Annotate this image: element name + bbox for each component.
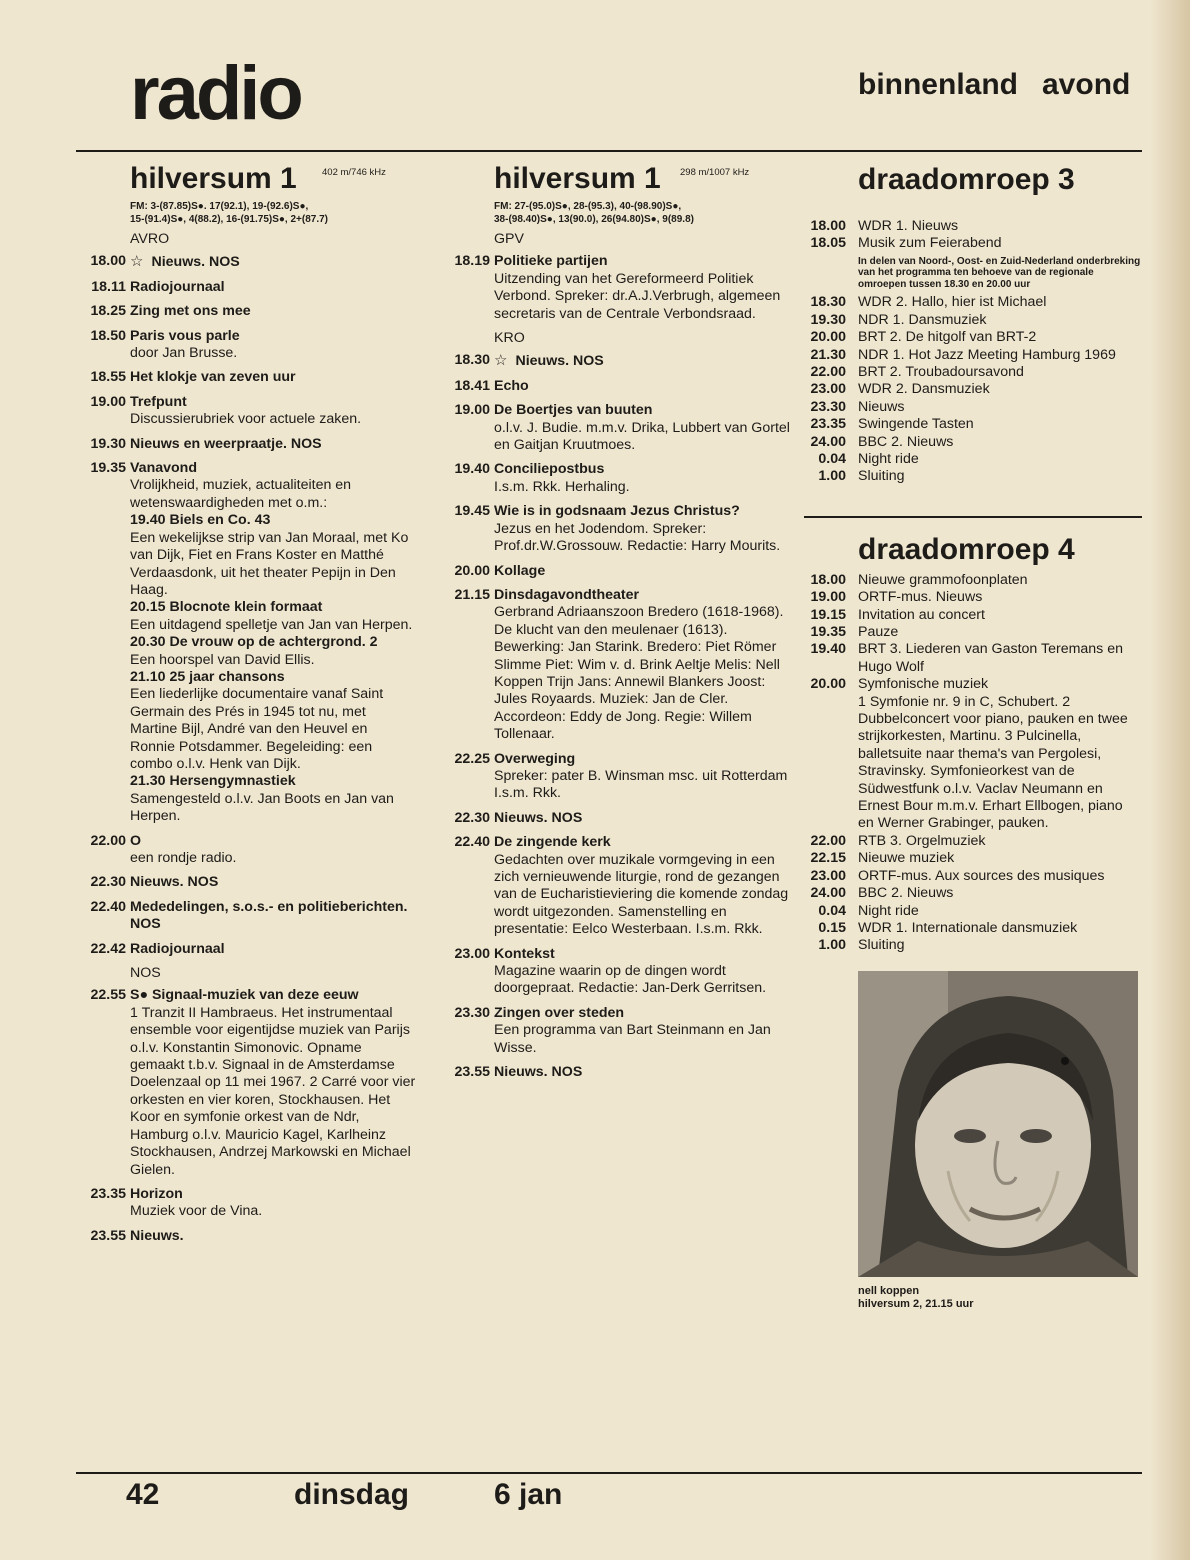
program-description: Muziek voor de Vina. xyxy=(130,1203,263,1220)
bottom-rule xyxy=(76,1472,1142,1474)
program-time: 19.40 xyxy=(810,641,846,658)
region-label: binnenland xyxy=(858,68,1018,101)
program-time: 19.00 xyxy=(454,402,490,419)
station-name: draadomroep 3 xyxy=(858,163,1075,196)
program-item xyxy=(76,253,416,271)
program-time: 22.00 xyxy=(90,832,126,849)
draadomroep-3-list xyxy=(804,218,1142,253)
program-time: 22.40 xyxy=(90,898,126,915)
program-item xyxy=(804,364,1142,381)
program-title: Paris vous parle xyxy=(130,327,240,344)
program-description: Vrolijkheid, muziek, actualiteiten en wetenswaardigheden met o.m.: xyxy=(130,477,352,511)
program-time: 23.00 xyxy=(810,381,846,398)
program-description: Gedachten over muzikale vormgeving in een zich vernieuwende liturgie, rond de gezangen van de Eucharistieviering die komende zondag wordt uitgezonden. Samenstelling en presentatie: Eelco Westerbaan. I.s.m. Rkk. xyxy=(494,851,789,938)
program-title: Night ride xyxy=(858,450,919,467)
program-time: 23.55 xyxy=(454,1064,490,1081)
program-item xyxy=(76,1186,416,1221)
program-title: Nieuws en weerpraatje. NOS xyxy=(130,435,322,452)
program-item xyxy=(76,394,416,429)
program-item xyxy=(804,850,1142,867)
footer-day: dinsdag xyxy=(294,1478,410,1511)
station-header xyxy=(130,160,416,200)
program-item xyxy=(76,460,416,826)
program-item xyxy=(440,461,790,496)
station-frequency: 402 m/746 kHz xyxy=(322,167,386,178)
program-title: BRT 3. Liederen van Gaston Teremans en Hugo Wolf xyxy=(858,641,1123,675)
program-description: Uitzending van het Gereformeerd Politiek Verbond. Spreker: dr.A.J.Verbrugh, algemeen secretaris van de Centrale Verbondsraad. xyxy=(494,270,781,322)
program-time: 18.30 xyxy=(454,352,490,369)
program-item xyxy=(76,303,416,320)
column-draadomroep xyxy=(804,160,1142,1311)
program-title: Invitation au concert xyxy=(858,606,985,623)
program-time: 0.04 xyxy=(818,450,846,467)
program-item xyxy=(440,810,790,827)
program-description: Jezus en het Jodendom. Spreker: Prof.dr.W.Grossouw. Redactie: Harry Mourits. xyxy=(494,520,781,555)
program-title: Wie is in godsnaam Jezus Christus? xyxy=(494,503,740,520)
program-title: Swingende Tasten xyxy=(858,416,974,433)
program-item xyxy=(804,885,1142,902)
program-item xyxy=(804,676,1142,693)
program-title: Trefpunt xyxy=(130,393,187,410)
program-title: Radiojournaal xyxy=(130,940,225,957)
program-time: 0.15 xyxy=(818,919,846,936)
program-item xyxy=(76,369,416,386)
program-time: 0.04 xyxy=(818,902,846,919)
program-title: BRT 2. Troubadoursavond xyxy=(858,363,1024,380)
segment-title: 19.40 Biels en Co. 43 xyxy=(130,512,271,529)
caption-name: nell koppen xyxy=(858,1284,920,1297)
program-time: 18.30 xyxy=(810,294,846,311)
program-time: 19.45 xyxy=(454,503,490,520)
program-title: Nieuws. NOS xyxy=(130,874,219,891)
program-item xyxy=(440,563,790,580)
station-frequency: 298 m/1007 kHz xyxy=(680,167,750,178)
station-header xyxy=(494,160,790,200)
time-spacer xyxy=(804,694,858,833)
program-title: De Boertjes van buuten xyxy=(494,402,653,419)
program-item xyxy=(804,607,1142,624)
program-time: 18.25 xyxy=(90,303,126,320)
program-time: 22.30 xyxy=(90,874,126,891)
program-title: BRT 2. De hitgolf van BRT-2 xyxy=(858,329,1037,346)
program-item xyxy=(804,868,1142,885)
program-item xyxy=(804,694,1142,833)
program-time: 18.50 xyxy=(90,327,126,344)
program-time: 23.35 xyxy=(810,416,846,433)
segment-description: Een uitdagend spelletje van Jan van Herpen. xyxy=(130,616,413,633)
program-title: NDR 1. Dansmuziek xyxy=(858,311,987,328)
program-time: 22.25 xyxy=(454,750,490,767)
program-item xyxy=(440,751,790,803)
program-title: Pauze xyxy=(858,624,899,640)
program-item xyxy=(804,312,1142,329)
program-title: Horizon xyxy=(130,1185,183,1202)
program-title: Het klokje van zeven uur xyxy=(130,369,296,386)
regional-note: In delen van Noord-, Oost- en Zuid-Nederland onderbreking van het programma ten behoeve van de regionale omroepen tussen 18.30 en 20.00 uur xyxy=(858,255,1141,290)
program-time: 18.05 xyxy=(810,235,846,252)
program-time: 22.42 xyxy=(90,940,126,957)
program-time: 23.55 xyxy=(90,1227,126,1244)
program-item xyxy=(804,451,1142,468)
program-item xyxy=(76,328,416,363)
program-title: Nieuws. NOS xyxy=(151,254,240,271)
program-item xyxy=(440,1005,790,1057)
program-item xyxy=(804,937,1142,954)
program-title: Kollage xyxy=(494,562,546,579)
program-item xyxy=(440,402,790,454)
program-title: ORTF-mus. Aux sources des musiques xyxy=(858,867,1105,884)
program-time: 19.15 xyxy=(810,606,846,623)
program-title: Nieuws. NOS xyxy=(494,809,583,826)
segment-description: Samengesteld o.l.v. Jan Boots en Jan van Herpen. xyxy=(130,790,394,825)
program-time: 22.15 xyxy=(810,850,846,867)
program-time: 19.30 xyxy=(810,311,846,328)
caption-detail: hilversum 2, 21.15 uur xyxy=(858,1297,974,1310)
draadomroep-4-list-continued xyxy=(804,833,1142,955)
program-title: Zing met ons mee xyxy=(130,303,251,320)
program-item xyxy=(804,294,1142,311)
program-item xyxy=(440,587,790,744)
program-time: 23.30 xyxy=(810,398,846,415)
program-description: Discussierubriek voor actuele zaken. xyxy=(130,411,362,428)
program-item xyxy=(804,235,1142,252)
program-time: 19.00 xyxy=(90,393,126,410)
segment-description: Een liederlijke documentaire vanaf Saint Germain des Prés in 1945 tot nu, met Martine Bijl, André van den Heuvel en Ronnie Potsdammer. Begeleiding: een combo o.l.v. Henk van Dijk. xyxy=(130,686,384,772)
program-title: Radiojournaal xyxy=(130,278,225,295)
program-time: 22.00 xyxy=(810,363,846,380)
fm-line: FM: 27-(95.0)S●, 28-(95.3), 40-(98.90)S●, xyxy=(494,201,682,212)
program-item xyxy=(804,833,1142,850)
program-item xyxy=(440,1064,790,1081)
program-title: BBC 2. Nieuws xyxy=(858,885,954,902)
broadcaster-label: GPV xyxy=(494,231,524,247)
program-item xyxy=(804,624,1142,641)
station-name: hilversum 1 xyxy=(494,162,661,195)
program-time: 21.30 xyxy=(810,346,846,363)
program-time: 1.00 xyxy=(818,937,846,954)
program-title: WDR 2. Hallo, hier ist Michael xyxy=(858,294,1047,311)
program-item xyxy=(440,352,790,370)
program-item xyxy=(804,468,1142,485)
program-time: 18.55 xyxy=(90,369,126,386)
top-rule xyxy=(76,150,1142,152)
program-time: 1.00 xyxy=(818,468,846,485)
program-item xyxy=(76,1228,416,1245)
program-title: Vanavond xyxy=(130,460,198,477)
program-time: 20.00 xyxy=(810,329,846,346)
program-item xyxy=(804,381,1142,398)
program-title: WDR 2. Dansmuziek xyxy=(858,381,990,398)
program-title: Overweging xyxy=(494,750,576,767)
program-item xyxy=(804,218,1142,235)
program-item xyxy=(804,903,1142,920)
program-title: Kontekst xyxy=(494,945,555,962)
program-title: WDR 1. Internationale dansmuziek xyxy=(858,919,1078,936)
station-name: draadomroep 4 xyxy=(858,532,1075,566)
program-item xyxy=(804,920,1142,937)
footer-date: 6 jan xyxy=(494,1478,563,1511)
program-description: door Jan Brusse. xyxy=(130,345,238,362)
program-time: 19.40 xyxy=(454,461,490,478)
page-title: radio xyxy=(130,51,301,136)
program-time: 19.35 xyxy=(90,460,126,477)
program-item xyxy=(440,503,790,555)
fm-line: 15-(91.4)S●, 4(88.2), 16-(91.75)S●, 2+(87.7) xyxy=(130,213,329,225)
program-description: 1 Tranzit II Hambraeus. Het instrumentaal ensemble voor eigentijdse muziek van Parijs o.l.v. Konstantin Simonovic. Opname gemaakt t.b.v. Signaal in de Amsterdamse Doelenzaal op 11 mei 1967. 2 Carré voor vier orkesten en vier koren, Stockhausen. Het Koor en symfonie orkest van de Ndr, Hamburg o.l.v. Mauricio Kagel, Karlheinz Stockhausen, Andrzej Markowski en Michael Gielen. xyxy=(130,1004,416,1178)
program-time: 20.00 xyxy=(454,562,490,579)
section-divider xyxy=(804,516,1142,518)
program-time: 23.00 xyxy=(810,867,846,884)
program-item xyxy=(76,436,416,453)
program-description: Een programma van Bart Steinmann en Jan Wisse. xyxy=(494,1022,771,1056)
program-item xyxy=(804,434,1142,451)
program-item xyxy=(440,253,790,323)
program-title: Nieuwe muziek xyxy=(858,850,955,867)
program-description: Magazine waarin op de dingen wordt doorgepraat. Redactie: Jan-Derk Gerritsen. xyxy=(494,963,767,997)
program-time: 23.00 xyxy=(454,945,490,962)
program-title: Night ride xyxy=(858,902,919,919)
broadcaster-label: KRO xyxy=(494,330,525,347)
program-title: WDR 1. Nieuws xyxy=(858,218,959,234)
program-item xyxy=(76,874,416,891)
segment-title: 20.15 Blocnote klein formaat xyxy=(130,599,323,616)
program-item xyxy=(76,941,416,958)
program-item xyxy=(440,834,790,938)
program-time: 22.00 xyxy=(810,832,846,849)
program-title: Zingen over steden xyxy=(494,1004,625,1021)
page-number: 42 xyxy=(126,1478,160,1511)
program-time: 18.00 xyxy=(810,218,846,234)
program-title: Nieuws xyxy=(858,398,905,415)
program-time: 18.41 xyxy=(454,377,490,394)
broadcaster-label: NOS xyxy=(130,965,161,982)
portrait-photo xyxy=(858,971,1138,1277)
fm-line: 38-(98.40)S●, 13(90.0), 26(94.80)S●, 9(89.8) xyxy=(494,213,694,225)
news-star-icon: ☆ xyxy=(494,352,508,370)
segment-description: Een wekelijkse strip van Jan Moraal, met Ko van Dijk, Fiet en Frans Koster en Matthé Verdaasdonk, uit het theater Pepijn in Den Haag. xyxy=(130,529,409,598)
program-title: BBC 2. Nieuws xyxy=(858,433,954,450)
segment-title: 20.30 De vrouw op de achtergrond. 2 xyxy=(130,634,378,651)
program-time: 22.40 xyxy=(454,834,490,851)
broadcaster-label: AVRO xyxy=(130,231,170,247)
program-description: 1 Symfonie nr. 9 in C, Schubert. 2 Dubbelconcert voor piano, pauken en twee strijkorkesten, Martinu. 3 Pulcinella, balletsuite naar thema's van Pergolesi, Stravinsky. Symfonieorkest van de Südwestfunk o.l.v. Vaclav Neumann en Ernest Bour m.m.v. Erhart Ellbogen, piano en Werner Grabinger, pauken. xyxy=(858,693,1128,832)
program-description: I.s.m. Rkk. Herhaling. xyxy=(494,478,630,495)
program-title: Nieuwe grammofoonplaten xyxy=(858,571,1028,588)
program-title: Musik zum Feierabend xyxy=(858,235,1002,252)
program-title: Sluiting xyxy=(858,937,905,954)
program-description: Spreker: pater B. Winsman msc. uit Rotterdam I.s.m. Rkk. xyxy=(494,767,788,802)
program-description: Gerbrand Adriaanszoon Bredero (1618-1968). De klucht van den meulenaer (1613). Bewerking: Jan Starink. Bredero: Piet Römer Slimme Piet: Wim v. d. Brink Aeltje Melis: Nell Koppen Trijn Jans: Annewil Blankers Joost: Jules Royaards. Muziek: Jan de Cler. Accordeon: Eddy de Jong. Regie: Willem Tollenaar. xyxy=(494,604,784,743)
program-item xyxy=(76,899,416,934)
program-item xyxy=(804,589,1142,606)
program-title: Dinsdagavondtheater xyxy=(494,586,640,603)
portrait-image xyxy=(858,971,1138,1277)
fm-line: FM: 3-(87.85)S●. 17(92.1), 19-(92.6)S●, xyxy=(130,201,309,212)
program-title: Nieuws. xyxy=(130,1227,184,1244)
program-item xyxy=(76,833,416,868)
program-item xyxy=(804,641,1142,676)
program-time: 20.00 xyxy=(810,676,846,693)
draadomroep-4-list xyxy=(804,572,1142,694)
program-time: 22.55 xyxy=(90,987,126,1004)
program-title: Nieuws. NOS xyxy=(494,1064,583,1081)
program-item xyxy=(804,399,1142,416)
program-title: RTB 3. Orgelmuziek xyxy=(858,832,986,849)
program-item xyxy=(440,378,790,395)
program-title: NDR 1. Hot Jazz Meeting Hamburg 1969 xyxy=(858,346,1116,363)
program-time: 19.30 xyxy=(90,435,126,452)
program-time: 18.00 xyxy=(90,253,126,270)
segment-description: Een hoorspel van David Ellis. xyxy=(130,651,315,668)
program-title: Politieke partijen xyxy=(494,253,608,270)
photo-caption xyxy=(858,1285,1142,1311)
program-title: Symfonische muziek xyxy=(858,676,989,693)
program-time: 24.00 xyxy=(810,885,846,902)
program-description: o.l.v. J. Budie. m.m.v. Drika, Lubbert van Gortel en Gaitjan Kruutmoes. xyxy=(494,419,790,454)
program-time: 24.00 xyxy=(810,433,846,450)
program-item xyxy=(440,946,790,998)
program-description: een rondje radio. xyxy=(130,850,237,866)
program-item xyxy=(804,572,1142,589)
program-time: 19.00 xyxy=(810,589,846,606)
program-time: 23.35 xyxy=(90,1185,126,1202)
program-title: Sluiting xyxy=(858,468,905,485)
program-time: 21.15 xyxy=(454,586,490,603)
program-item xyxy=(804,416,1142,433)
program-time: 23.30 xyxy=(454,1004,490,1021)
column-hilversum-1-am xyxy=(76,160,416,1252)
program-title: De zingende kerk xyxy=(494,834,611,851)
program-title: Nieuws. NOS xyxy=(515,353,604,370)
program-time: 22.30 xyxy=(454,809,490,826)
paper-edge xyxy=(1150,0,1190,1560)
program-time: 19.35 xyxy=(810,624,846,640)
segment-title: 21.10 25 jaar chansons xyxy=(130,668,285,685)
draadomroep-3-list-continued xyxy=(804,294,1142,485)
fm-frequencies xyxy=(130,201,416,226)
program-item xyxy=(804,347,1142,364)
program-title: Conciliepostbus xyxy=(494,461,605,478)
program-time: 18.00 xyxy=(810,571,846,588)
column-hilversum-1-fm xyxy=(440,160,790,1088)
program-title: ORTF-mus. Nieuws xyxy=(858,589,983,606)
program-item xyxy=(804,329,1142,346)
program-time: 18.19 xyxy=(454,253,490,270)
program-title: Mededelingen, s.o.s.- en politieberichten. NOS xyxy=(130,898,408,933)
program-title: Echo xyxy=(494,377,529,394)
station-name: hilversum 1 xyxy=(130,162,297,195)
program-title: O xyxy=(130,832,142,849)
program-title: S● Signaal-muziek van deze eeuw xyxy=(130,987,359,1004)
program-item xyxy=(76,987,416,1178)
fm-frequencies xyxy=(494,201,790,226)
segment-title: 21.30 Hersengymnastiek xyxy=(130,773,296,790)
program-time: 18.11 xyxy=(91,278,126,295)
program-item xyxy=(76,279,416,296)
daypart-label: avond xyxy=(1042,68,1131,101)
section-label xyxy=(858,70,1130,100)
news-star-icon: ☆ xyxy=(130,253,144,271)
